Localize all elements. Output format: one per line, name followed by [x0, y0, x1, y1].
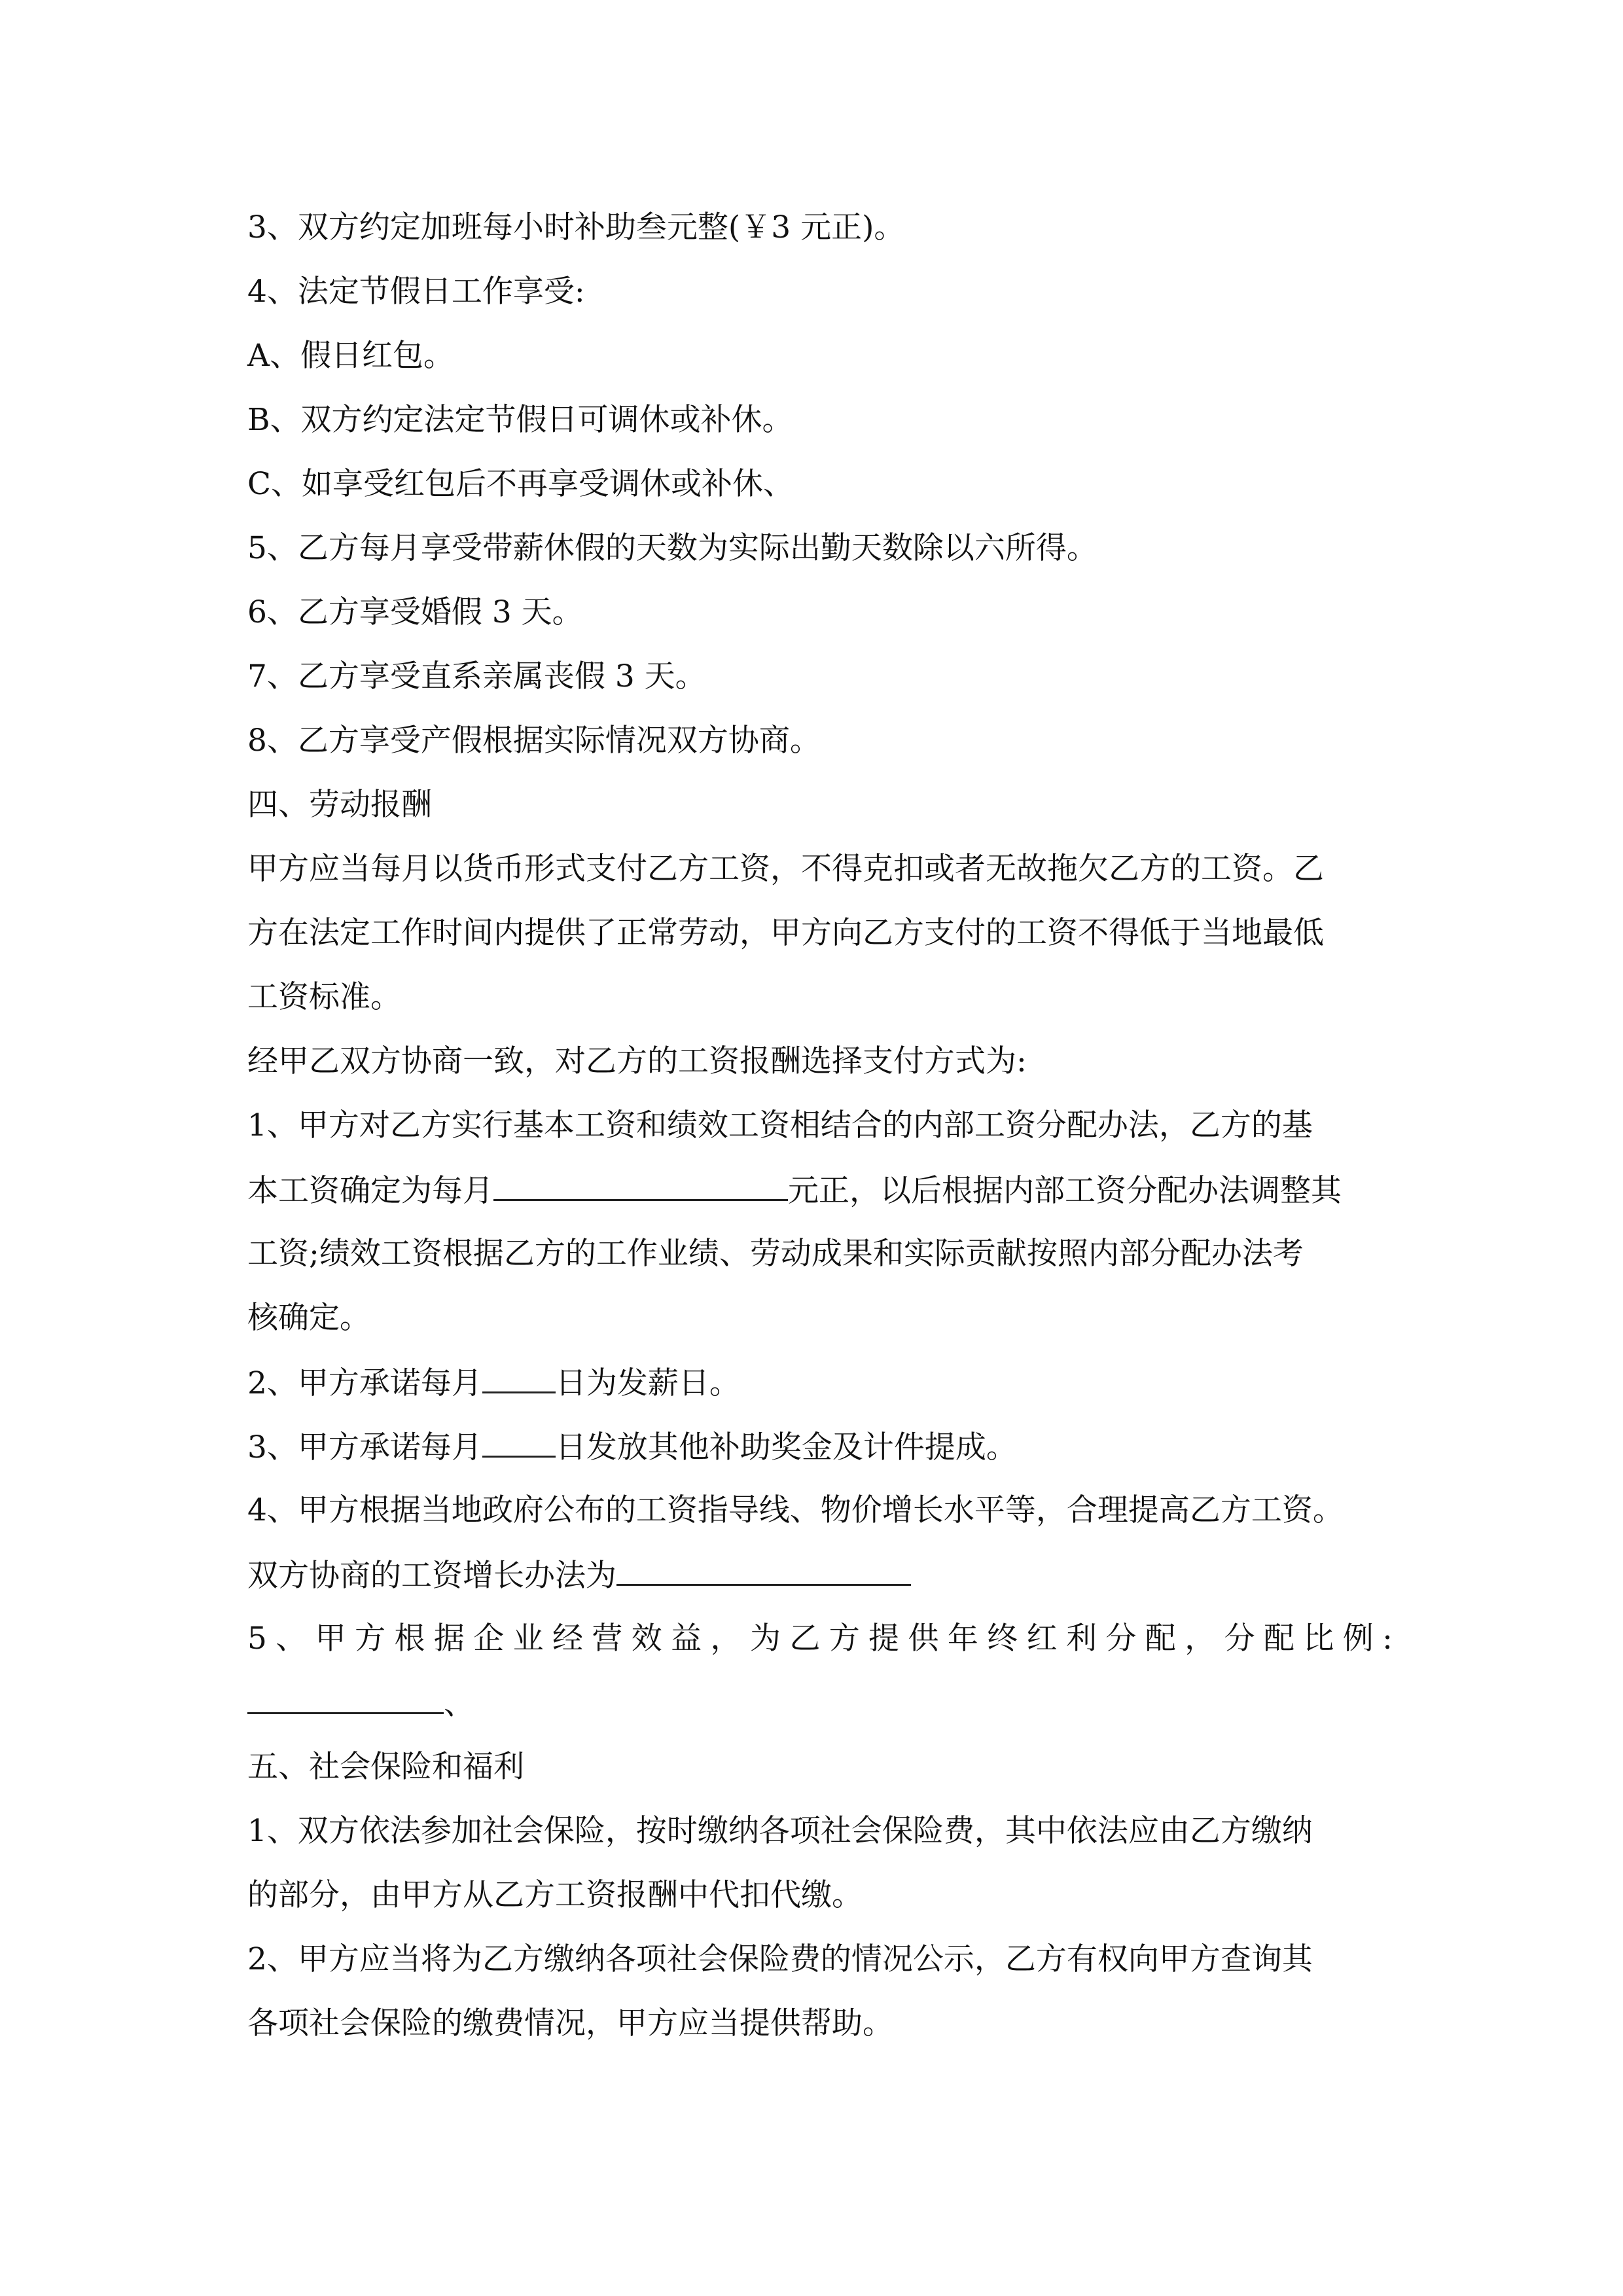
- text-line: B、双方约定法定节假日可调休或补休。: [247, 402, 793, 438]
- section-heading-remuneration: 四、劳动报酬: [247, 787, 432, 823]
- text-line-with-blank: [247, 1427, 1017, 1467]
- text-line: 甲方应当每月以货币形式支付乙方工资，不得克扣或者无故拖欠乙方的工资。乙: [247, 851, 1324, 887]
- text-segment: 日为发薪日。: [555, 1365, 740, 1401]
- text-segment: 双方协商的工资增长办法为: [247, 1558, 616, 1594]
- text-line: 3、双方约定加班每小时补助叁元整(￥3 元正)。: [247, 209, 905, 245]
- text-line: 8、乙方享受产假根据实际情况双方协商。: [247, 723, 821, 759]
- text-line: 5、甲方根据企业经营效益，为乙方提供年终红利分配，分配比例:: [247, 1621, 1393, 1657]
- text-line: 工资;绩效工资根据乙方的工作业绩、劳动成果和实际贡献按照内部分配办法考: [247, 1236, 1304, 1272]
- fill-in-blank-payday[interactable]: [482, 1363, 556, 1393]
- text-segment: 日发放其他补助奖金及计件提成。: [555, 1429, 1017, 1465]
- text-line: 核确定。: [247, 1300, 370, 1336]
- text-segment: 、: [444, 1686, 474, 1722]
- text-segment: 本工资确定为每月: [247, 1173, 493, 1209]
- text-line: 2、甲方应当将为乙方缴纳各项社会保险费的情况公示，乙方有权向甲方查询其: [247, 1941, 1313, 1977]
- text-line-with-blank: [247, 1555, 911, 1596]
- text-line: 6、乙方享受婚假 3 天。: [247, 594, 583, 630]
- text-line: 经甲乙双方协商一致，对乙方的工资报酬选择支付方式为:: [247, 1043, 1027, 1079]
- text-line: 4、法定节假日工作享受:: [247, 274, 585, 310]
- text-line: 的部分，由甲方从乙方工资报酬中代扣代缴。: [247, 1877, 863, 1913]
- text-line: 7、乙方享受直系亲属丧假 3 天。: [247, 658, 706, 694]
- text-line-with-blank: [247, 1170, 1342, 1211]
- text-line: A、假日红包。: [247, 338, 454, 374]
- text-segment: 3、甲方承诺每月: [247, 1429, 482, 1465]
- text-line: 4、甲方根据当地政府公布的工资指导线、物价增长水平等，合理提高乙方工资。: [247, 1492, 1344, 1528]
- fill-in-blank-base-salary[interactable]: [493, 1170, 788, 1201]
- section-heading-social-insurance: 五、社会保险和福利: [247, 1749, 524, 1785]
- fill-in-blank-raise-method[interactable]: [616, 1555, 911, 1586]
- fill-in-blank-bonus-day[interactable]: [482, 1427, 556, 1458]
- text-line: 1、双方依法参加社会保险，按时缴纳各项社会保险费，其中依法应由乙方缴纳: [247, 1813, 1313, 1849]
- text-line: C、如享受红包后不再享受调休或补休、: [247, 466, 794, 502]
- fill-in-blank-dividend-ratio[interactable]: [247, 1683, 444, 1714]
- text-line-with-blank: [247, 1683, 474, 1724]
- text-line: 1、甲方对乙方实行基本工资和绩效工资相结合的内部工资分配办法，乙方的基: [247, 1107, 1313, 1143]
- text-line: 各项社会保险的缴费情况，甲方应当提供帮助。: [247, 2005, 893, 2041]
- text-line: 方在法定工作时间内提供了正常劳动，甲方向乙方支付的工资不得低于当地最低: [247, 915, 1324, 951]
- text-line: 5、乙方每月享受带薪休假的天数为实际出勤天数除以六所得。: [247, 530, 1097, 566]
- text-segment: 元正，以后根据内部工资分配办法调整其: [788, 1173, 1342, 1209]
- text-segment: 2、甲方承诺每月: [247, 1365, 482, 1401]
- text-line-with-blank: [247, 1363, 740, 1403]
- text-line: 工资标准。: [247, 979, 401, 1015]
